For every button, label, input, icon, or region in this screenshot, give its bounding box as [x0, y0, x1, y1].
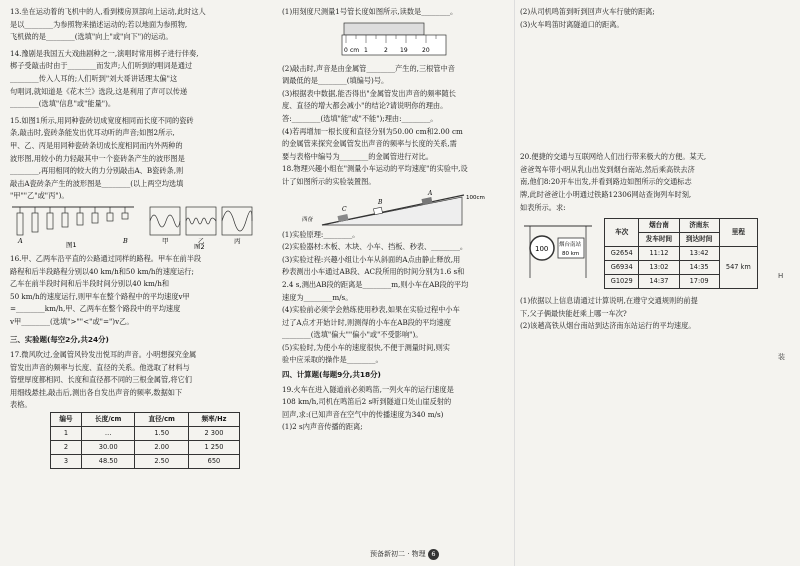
question-20 [520, 151, 760, 214]
table-header: 车次 [605, 219, 639, 247]
q17c-line: 要与表格中编号为________的金属管进行对比。 [282, 151, 433, 161]
question-16 [10, 253, 264, 329]
q19-line: 回声,求:(已知声音在空气中的传播速度为340 m/s) [282, 409, 444, 419]
q18-line: 计了如图所示的实验装置图。 [282, 176, 376, 186]
q17-line: 用细线悬挂,敲击后,测出各自发出声音的频率,数据如下 [10, 387, 183, 397]
table-cell: 14:35 [679, 261, 719, 275]
q17-line: 管壁厚度都相同、长度和直径都不同的三根金属管,将它们 [10, 375, 192, 385]
sign-distance: 80 km [562, 251, 580, 258]
column-left [10, 6, 264, 469]
q17b-line: (1)用刻度尺测量1号管长度如图所示,读数是________。 [282, 7, 458, 16]
q18b-line: (5)实验时,为使小车的速度很快,不便于测量时间,则实 [282, 342, 450, 352]
section-3-heading: 三、实验题(每空2分,共24分) [10, 335, 109, 345]
table-cell: 13:02 [639, 261, 679, 275]
q14-line: 梆子受敲击时由于________而发声;人们听到的唱词是通过 [10, 61, 193, 71]
q18b-line: 2.4 s,测出AB段的距离是________m,则小车在AB段的平均 [282, 279, 469, 289]
table-cell: 2.00 [135, 441, 188, 455]
table-cell: G1029 [605, 275, 639, 289]
table-header: 济南东 [679, 219, 719, 233]
q17c-line: 度、直径的增大都会减小"的结论?请说明你的理由。 [282, 101, 448, 111]
q14-line: 句唱词,就知道是《花木兰》选段,这是利用了声可以传递 [10, 86, 188, 96]
table-cell: 11:12 [639, 247, 679, 261]
q19-line: 19.火车在进入隧道前必须鸣笛,一列火车的运行速度是 [282, 384, 454, 394]
ruler-tick: 19 [400, 46, 408, 54]
table-row [51, 441, 240, 455]
q14-line: 14.豫剧是我国五大戏曲剧种之一,演唱时常用梆子进行伴奏, [10, 48, 199, 58]
q20-line: 20.便捷的交通与互联网给人们出行带来极大的方便。某天, [520, 152, 707, 162]
ruler-tick: 2 [384, 46, 388, 54]
q15-line: 甲、乙、丙是用同种瓷砖条切成长度相同而内外两种的 [10, 140, 183, 150]
ruler-tick: 0 [344, 46, 348, 54]
column-middle [282, 6, 512, 434]
q19b-line: (2)从司机鸣笛到听到回声火车行驶的距离; [520, 7, 655, 16]
table-header: 烟台南 [639, 219, 679, 233]
table-cell: … [81, 427, 134, 441]
table-cell: 2.50 [135, 455, 188, 469]
question-19 [282, 384, 512, 434]
q20-line: 牌,此时爸爸让小明通过铁路12306网站查询列车时刻, [520, 189, 692, 199]
table-cell: 14:37 [639, 275, 679, 289]
table-header: 里程 [719, 219, 757, 247]
wave-label-bing: 丙 [234, 236, 241, 245]
question-17 [10, 349, 264, 412]
figure-ruler [282, 19, 512, 63]
wave-label-yi: 乙 [198, 236, 205, 245]
table-header: 到达时间 [679, 233, 719, 247]
question-18-parts [282, 229, 512, 368]
q16-line: 50 km/h的速度运行,则甲车在整个路程中的平均速度v甲 [10, 291, 190, 301]
table-cell: 2 300 [188, 427, 239, 441]
table-header: 频率/Hz [188, 413, 239, 427]
table-row [51, 427, 240, 441]
table-cell: 13:42 [679, 247, 719, 261]
q20-line: 如表所示。求: [520, 202, 566, 212]
q18-line: 18.物理兴趣小组在"测量小车运动的平均速度"的实验中,设 [282, 164, 468, 174]
table-header: 发车时间 [639, 233, 679, 247]
q17c-line: 的金属管来探究金属管发出声音的频率与长度的关系,需 [282, 139, 457, 149]
incline-label-c: C [342, 205, 347, 213]
incline-stopwatch: 西奋 [302, 216, 314, 223]
q18b-line: 速度为________m/s。 [282, 292, 353, 302]
column-right [520, 6, 760, 333]
q18b-line: 验中应采取的操作是________。 [282, 355, 383, 365]
table-header-row [51, 413, 240, 427]
question-14 [10, 48, 264, 111]
wave-label-jia: 甲 [162, 236, 169, 245]
q15-line: 15.如图1所示,用同种瓷砖切成宽度相同而长度不同的瓷砖 [10, 115, 194, 125]
fold-line [514, 0, 515, 566]
table-q17 [50, 412, 240, 469]
ruler-tick: 20 [422, 46, 430, 54]
q17c-line: (2)敲击时,声音是由金属管________产生的,三根管中音 [282, 63, 455, 73]
q17-line: 表格。 [10, 400, 32, 410]
figure1-caption: 图1 [66, 240, 77, 249]
incline-label-b: B [378, 198, 383, 206]
q19b-line: (3)火车鸣笛时离隧道口的距离。 [520, 19, 624, 29]
q18b-line: 过了A点才开始计时,则测得的小车在AB段的平均速度 [282, 317, 451, 327]
q18b-line: (2)实验器材:木板、木块、小车、挡板、秒表、________。 [282, 242, 468, 252]
q16-line: v甲________(选填">""<"或"=")v乙。 [10, 316, 134, 326]
table-cell: G6934 [605, 261, 639, 275]
train-timetable [604, 218, 758, 289]
question-17-part2 [282, 63, 512, 164]
table-cell: 48.50 [81, 455, 134, 469]
q15-line: 敲击A瓷砖条产生的波形图是________(以上两空均选填 [10, 178, 184, 188]
incline-scale: 100cm [466, 194, 485, 201]
table-header: 编号 [51, 413, 82, 427]
q15-line: 条,敲击时,瓷砖条能发出优耳动听的声音;如图2所示, [10, 128, 175, 138]
table-cell: 2 [51, 441, 82, 455]
margin-mark: H [778, 272, 784, 280]
question-18 [282, 163, 512, 188]
q16-line: 路程和后半段路程分别以40 km/h和50 km/h的速度运行; [10, 266, 194, 276]
q18b-line: 秒表测出小车通过AB段、AC段所用的时间分别为1.6 s和 [282, 267, 465, 277]
incline-label-a: A [428, 189, 433, 197]
q17-line: 17.微风吹过,金属管风铃发出悦耳的声音。小明想探究金属 [10, 350, 197, 360]
q17c-line: 调最低的是________(填编号)号。 [282, 76, 389, 86]
q20b-line: 下,父子俩最快能赶乘上哪一车次? [520, 308, 627, 318]
ruler-unit: cm [350, 46, 360, 54]
tile-label-a: A [18, 236, 23, 245]
q18b-line: (4)实验前必须学会熟练使用秒表,如果在实验过程中小车 [282, 305, 460, 315]
question-13 [10, 6, 264, 44]
q15-line: "甲""乙"或"丙")。 [10, 191, 69, 201]
table-cell-mileage: 547 km [719, 247, 757, 289]
q17c-line: 答:________(选填"能"或"不能");理由:________。 [282, 113, 438, 123]
q13-line: 飞机做的是________(选填"向上"或"向下")的运动。 [10, 32, 173, 42]
table-cell: 3 [51, 455, 82, 469]
tile-label-b: B [123, 236, 128, 245]
q17c-line: (3)根据表中数据,能否得出"金属管发出声音的频率随长 [282, 88, 456, 98]
q20-figure-row [520, 218, 760, 289]
q19-line: 108 km/h,司机在鸣笛后2 s听到隧道口处山崖反射的 [282, 397, 452, 407]
table-row [605, 247, 758, 261]
traffic-sign [520, 218, 596, 280]
q16-line: 乙车在前半段时间和后半段时间分别以40 km/h和 [10, 279, 170, 289]
q15-line: ________,再用相同的较大的力分别敲击A、B瓷砖条,则 [10, 166, 184, 176]
page-footer [370, 549, 439, 560]
question-20-parts [520, 295, 760, 333]
speed-limit-value: 100 [535, 245, 549, 254]
figure2-caption: 图2 [194, 242, 205, 249]
q15-line: 波形图,用较小的力轻敲其中一个瓷砖条产生的波形图是 [10, 153, 185, 163]
table-header: 直径/cm [135, 413, 188, 427]
footer-text: 预备新初二 · 物理 [370, 550, 426, 558]
q18b-line: (1)实验原理:________。 [282, 229, 360, 239]
q20b-line: (2)该趟高铁从烟台南站到达济南东站运行的平均速度。 [520, 321, 696, 331]
table-cell: 30.00 [81, 441, 134, 455]
q13-line: 是以________为参照物来描述运动的;若以地面为参照物, [10, 19, 188, 29]
q16-line: 16.甲、乙两车沿平直的公路通过同样的路程。甲车在前半段 [10, 253, 202, 263]
table-cell: 1 250 [188, 441, 239, 455]
q20-line: 南,他们8:20开车出发,并看到路边如图所示的交通标志 [520, 177, 692, 187]
q14-line: ________传入人耳的;人们听到"刘大哥讲话理太偏"这 [10, 73, 178, 83]
q14-line: ________(选填"信息"或"能量")。 [10, 99, 116, 109]
table-header-row [605, 219, 758, 233]
table-row [51, 455, 240, 469]
table-cell: 650 [188, 455, 239, 469]
section-4-heading: 四、计算题(每题9分,共18分) [282, 370, 381, 380]
question-15 [10, 115, 264, 203]
q18b-line: (3)实验过程:兴趣小组让小车从斜面的A点由静止释放,用 [282, 254, 461, 264]
page-number: 6 [428, 549, 439, 560]
q19-line: (1)2 s内声音传播的距离; [282, 422, 363, 432]
figure-incline [282, 189, 512, 229]
margin-mark: 装 [778, 353, 785, 361]
q16-line: =________km/h,甲、乙两车在整个路段中的平均速度 [10, 304, 181, 314]
table-cell: 1 [51, 427, 82, 441]
table-header: 长度/cm [81, 413, 134, 427]
sign-place: 烟台南站 [559, 242, 582, 249]
q13-line: 13.坐在运动着的飞机中的人,看到楼房顶部向上运动,此时这人 [10, 7, 206, 16]
q18b-line: ________(选填"偏大""偏小"或"不受影响")。 [282, 330, 423, 340]
q20-line: 爸爸驾车带小明从乳山出发到烟台南站,然后乘高铁去济 [520, 164, 695, 174]
table-cell: 1.50 [135, 427, 188, 441]
ruler-tick: 1 [364, 46, 368, 54]
q17c-line: (4)若再增加一根长度和直径分别为50.00 cm和2.00 cm [282, 126, 463, 136]
table-cell: G2654 [605, 247, 639, 261]
q20b-line: (1)依据以上信息请通过计算说明,在遵守交通规则的前提 [520, 296, 698, 306]
q17-line: 管发出声音的频率与长度、直径的关系。他选取了材料与 [10, 362, 190, 372]
table-cell: 17:09 [679, 275, 719, 289]
figure-tiles-and-waves [10, 203, 260, 249]
